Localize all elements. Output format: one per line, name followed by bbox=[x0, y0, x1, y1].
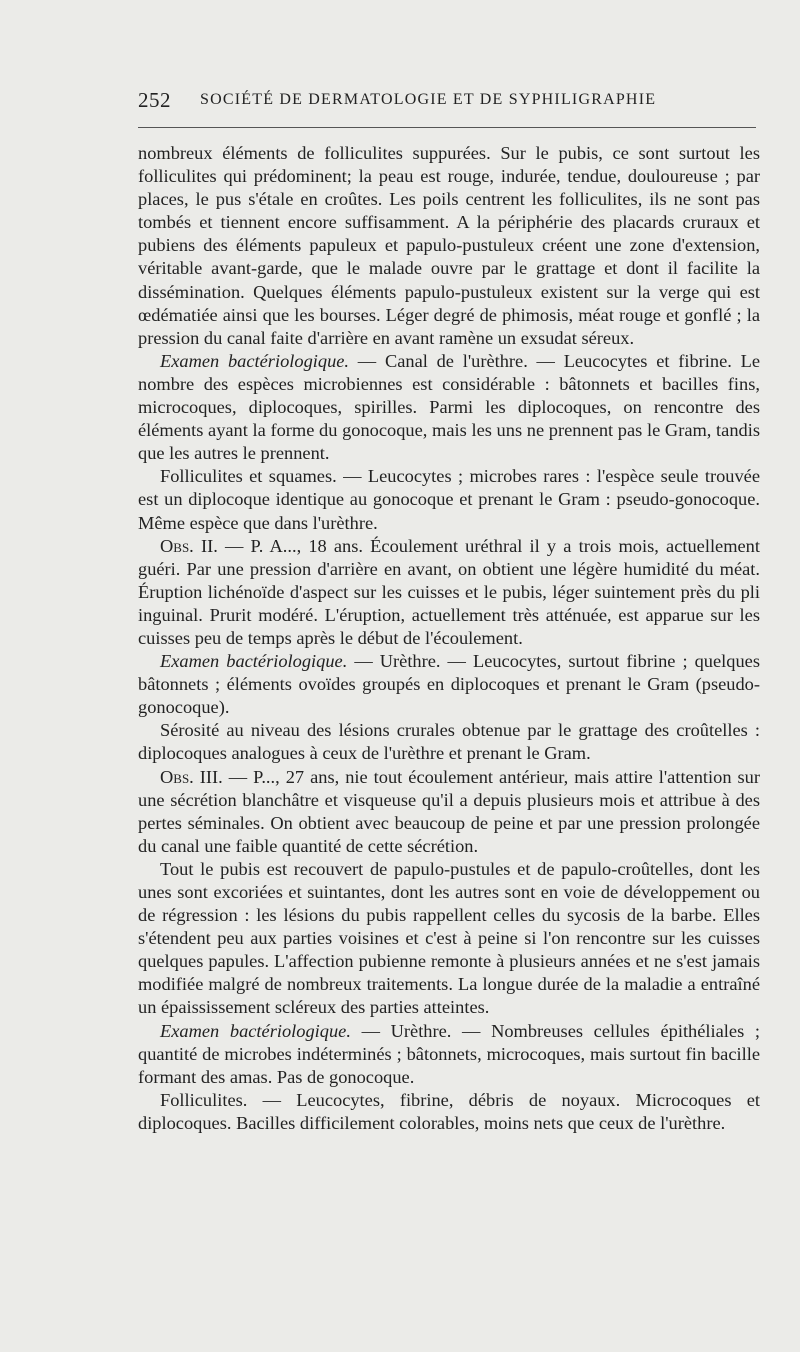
observation-label: Obs. III. bbox=[160, 766, 223, 787]
running-head bbox=[138, 88, 760, 118]
paragraph-pubis: Tout le pubis est recouvert de papulo-pustules et de papulo-croûtelles, dont les unes sont excoriées et suintantes, dont les autres sont en voie de développement ou de régression : les lésions du pubis rappellent celles du sycosis de la barbe. Elles s'étendent peu aux parties voisines et c'est à peine si l'on rencontre sur les cuisses quelques papules. L'affection pubienne remonte à plusieurs années et ne s'est jamais modifiée malgré de nombreux traitements. La longue durée de la maladie a entraîné un épaississement scléreux des parties atteintes. bbox=[138, 858, 760, 1018]
paragraph-text: — Canal de l'urèthre. — Leucocytes et fibrine. Le nombre des espèces microbiennes est considérable : bâtonnets et bacilles fins, microcoques, diplocoques, spirilles. Parmi les diplocoques, on rencontre des éléments ayant la forme du gonocoque, mais les uns ne prennent pas le Gram, tandis que les autres le prennent. bbox=[138, 350, 760, 464]
paragraph-observation-3 bbox=[138, 766, 760, 858]
paragraph-bacteriology-2 bbox=[138, 650, 760, 719]
page-number: 252 bbox=[138, 88, 171, 112]
paragraph-folliculites-2: Folliculites. — Leucocytes, fibrine, débris de noyaux. Microcoques et diplocoques. Bacilles difficilement colorables, moins nets que ceux de l'urèthre. bbox=[138, 1089, 760, 1133]
journal-title: SOCIÉTÉ DE DERMATOLOGIE ET DE SYPHILIGRAPHIE bbox=[200, 91, 657, 108]
paragraph-bacteriology-3 bbox=[138, 1020, 760, 1089]
paragraph-text: — P..., 27 ans, nie tout écoulement antérieur, mais attire l'attention sur une sécrétion blanchâtre et visqueuse qu'il a depuis plusieurs mois et attribue à des pertes séminales. On obtient avec beaucoup de peine et par une pression prolongée du canal une faible quantité de cette sécrétion. bbox=[138, 766, 760, 856]
section-label-italic: Examen bactériologique. bbox=[160, 651, 348, 672]
paragraph-serosity: Sérosité au niveau des lésions crurales obtenue par le grattage des croûtelles : diplocoques analogues à ceux de l'urèthre et prenant le Gram. bbox=[138, 720, 760, 764]
paragraph-text: — Urèthre. — Leucocytes, surtout fibrine ; quelques bâtonnets ; éléments ovoïdes groupés en diplocoques et prenant le Gram (pseudo-gonocoque). bbox=[138, 651, 760, 718]
body-text bbox=[138, 142, 760, 1135]
header-rule bbox=[138, 127, 756, 128]
paragraph-bacteriology-1 bbox=[138, 350, 760, 465]
paragraph-text: — Urèthre. — Nombreuses cellules épithéliales ; quantité de microbes indéterminés ; bâtonnets, microcoques, mais surtout fin bacille formant des amas. Pas de gonocoque. bbox=[138, 1020, 760, 1087]
paragraph-continued: nombreux éléments de folliculites suppurées. Sur le pubis, ce sont surtout les folliculites qui prédominent; la peau est rouge, indurée, tendue, douloureuse ; par places, le pus s'étale en croûtes. Les poils centrent les folliculites, ils ne sont pas tombés et tiennent encore suffisamment. A la périphérie des placards cruraux et pubiens des éléments papuleux et papulo-pustuleux créent une zone d'extension, véritable avant-garde, que le malade ouvre par le grattage et dont il facilite la dissémination. Quelques éléments papulo-pustuleux existent sur la verge qui est œdématiée ainsi que les bourses. Léger degré de phimosis, méat rouge et gonflé ; la pression du canal faite d'arrière en avant ramène un exsudat séreux. bbox=[138, 143, 760, 348]
paragraph-observation-2 bbox=[138, 535, 760, 650]
section-label-italic: Examen bactériologique. bbox=[160, 1020, 351, 1041]
section-label-italic: Examen bactériologique. bbox=[160, 350, 350, 371]
paragraph-folliculites-1: Folliculites et squames. — Leucocytes ; microbes rares : l'espèce seule trouvée est un diplocoque identique au gonocoque et prenant le Gram : pseudo-gonocoque. Même espèce que dans l'urèthre. bbox=[138, 466, 760, 533]
observation-label: Obs. II. bbox=[160, 535, 218, 556]
paragraph-text: — P. A..., 18 ans. Écoulement uréthral il y a trois mois, actuellement guéri. Par une pression d'arrière en avant, on obtient une légère humidité du méat. Éruption lichénoïde d'aspect sur les cuisses et le pubis, léger suintement près du pli inguinal. Prurit modéré. L'éruption, actuellement très atténuée, est apparue sur les cuisses peu de temps après le début de l'écoulement. bbox=[138, 535, 760, 648]
